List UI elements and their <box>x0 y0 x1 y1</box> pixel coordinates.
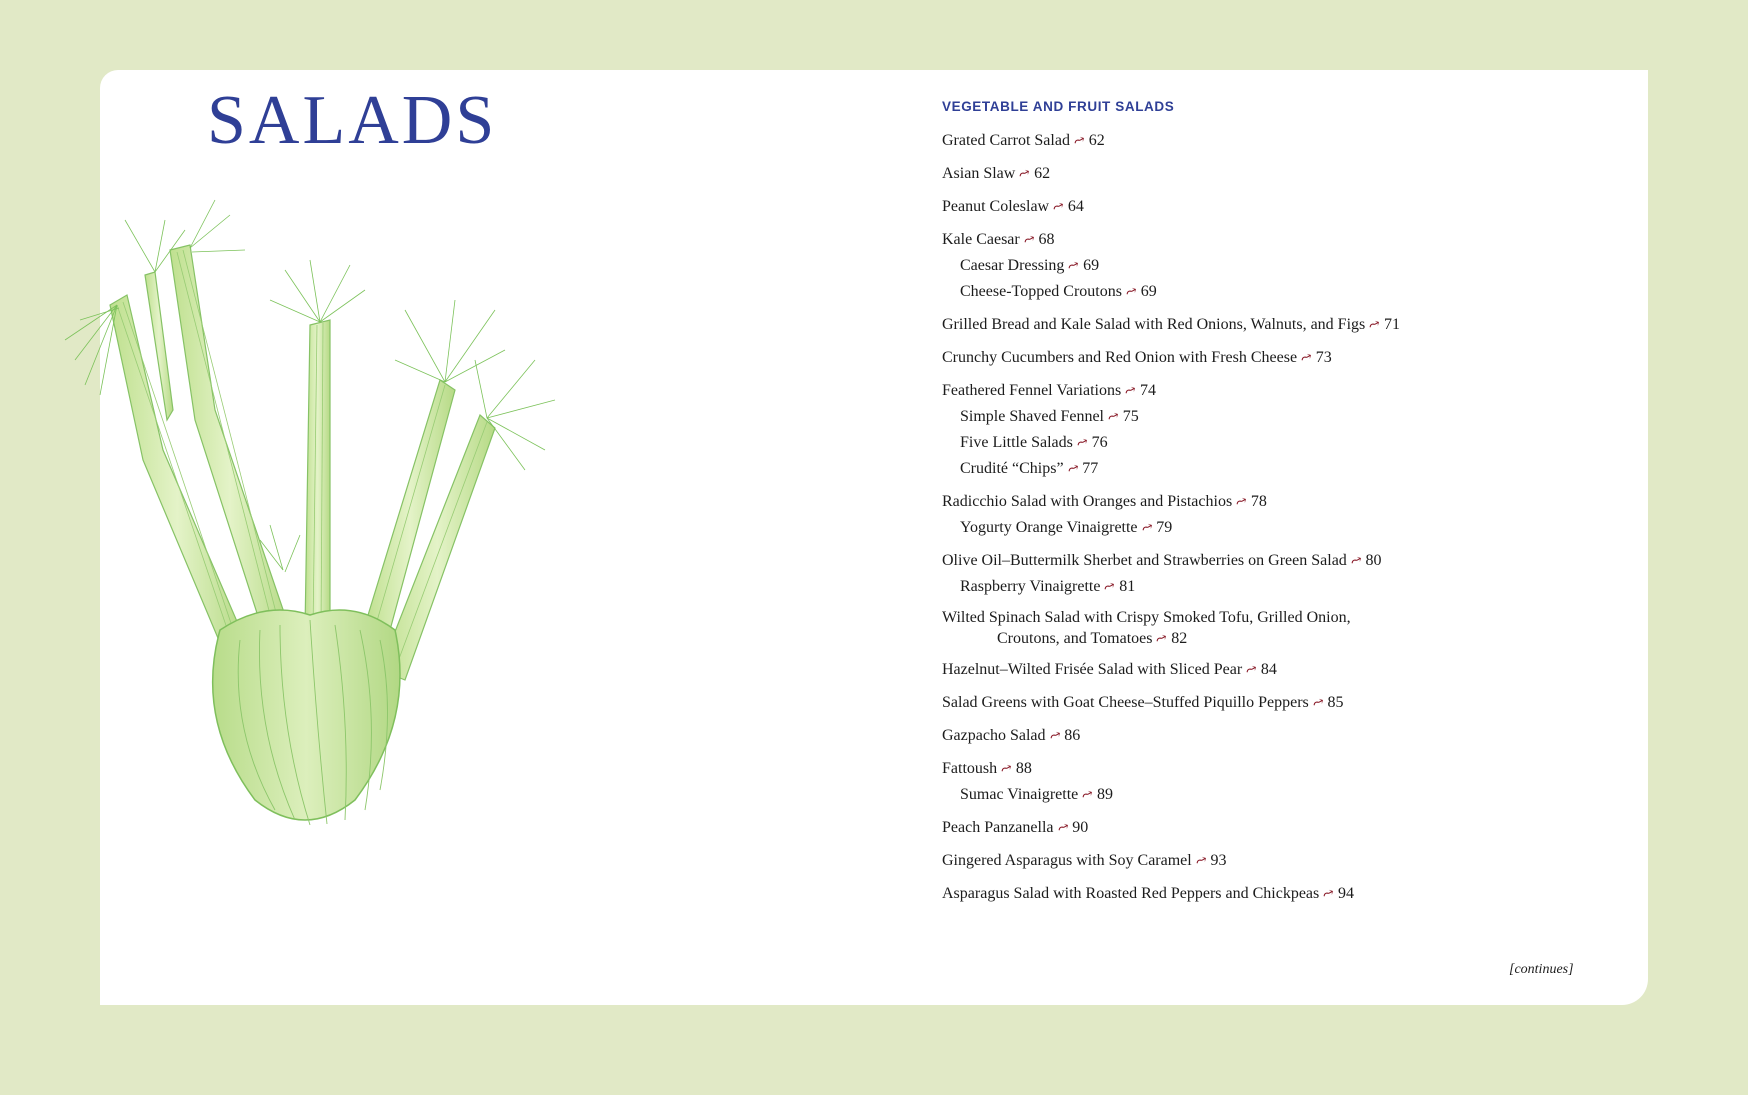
toc-entry-line <box>942 815 1502 841</box>
toc-subentry <box>942 782 1502 808</box>
page-arrow-icon: ⤳ <box>1347 552 1366 571</box>
toc-entry-line <box>942 378 1502 404</box>
page-arrow-icon: ⤳ <box>1123 283 1141 302</box>
toc-entry <box>942 345 1502 371</box>
page-arrow-icon: ⤳ <box>1243 661 1261 680</box>
toc-subentry <box>942 404 1502 430</box>
toc-entry <box>942 881 1502 907</box>
entry-title: Radicchio Salad with Oranges and Pistachios <box>942 493 1233 510</box>
toc-entry-line <box>942 848 1502 874</box>
toc-subentry <box>942 515 1502 541</box>
chapter-title: SALADS <box>207 82 498 159</box>
page-number: 69 <box>1140 283 1157 300</box>
page-arrow-icon: ⤳ <box>1101 578 1120 597</box>
toc-entry <box>942 312 1502 338</box>
toc-entry <box>942 815 1502 841</box>
entry-title: Olive Oil–Buttermilk Sherbet and Strawberries on Green Salad <box>942 552 1347 569</box>
page-arrow-icon: ⤳ <box>1064 460 1083 479</box>
toc-entry-line <box>942 881 1502 907</box>
page-arrow-icon: ⤳ <box>1138 519 1157 538</box>
page-number: 90 <box>1072 819 1089 836</box>
toc-entry-line <box>942 489 1502 515</box>
page-number: 89 <box>1097 786 1113 803</box>
entry-title: Peach Panzanella <box>942 819 1054 836</box>
toc-entry <box>942 489 1502 541</box>
table-of-contents <box>942 98 1502 914</box>
toc-entry <box>942 128 1502 154</box>
entry-title: Yogurty Orange Vinaigrette <box>960 519 1138 536</box>
entry-title: Grated Carrot Salad <box>942 132 1070 149</box>
page-arrow-icon: ⤳ <box>1122 382 1140 401</box>
page-number: 82 <box>1171 630 1188 647</box>
page-arrow-icon: ⤳ <box>1050 198 1068 217</box>
toc-entry <box>942 756 1502 808</box>
entry-title: Raspberry Vinaigrette <box>960 578 1101 595</box>
page-arrow-icon: ⤳ <box>1153 630 1172 649</box>
entry-title: Cheese-Topped Croutons <box>960 283 1122 300</box>
toc-entry <box>942 161 1502 187</box>
toc-entry <box>942 690 1502 716</box>
entry-title: Salad Greens with Goat Cheese–Stuffed Piquillo Peppers <box>942 694 1309 711</box>
toc-entry <box>942 607 1502 650</box>
entry-title: Asian Slaw <box>942 165 1016 182</box>
page-arrow-icon: ⤳ <box>1016 165 1035 184</box>
toc-entry <box>942 227 1502 305</box>
entry-title: Caesar Dressing <box>960 257 1065 274</box>
toc-entry <box>942 657 1502 683</box>
toc-entry <box>942 548 1502 600</box>
toc-entry <box>942 378 1502 482</box>
entry-title: Grilled Bread and Kale Salad with Red Onions, Walnuts, and Figs <box>942 316 1366 333</box>
toc-entry-line <box>942 756 1502 782</box>
toc-entry-line <box>942 128 1502 154</box>
page-number: 80 <box>1365 552 1382 569</box>
toc-subentry <box>942 456 1502 482</box>
toc-subentry <box>942 574 1502 600</box>
toc-entry-line <box>942 312 1502 338</box>
entry-title: Crudité “Chips” <box>960 460 1064 477</box>
toc-entry-line <box>942 607 1502 628</box>
page-number: 69 <box>1083 257 1100 274</box>
toc-entry-line <box>942 690 1502 716</box>
entry-title: Croutons, and Tomatoes <box>997 630 1153 647</box>
toc-entry-continuation <box>942 628 1502 650</box>
page-arrow-icon: ⤳ <box>1320 885 1338 904</box>
entry-title: Wilted Spinach Salad with Crispy Smoked Tofu, Grilled Onion, <box>942 609 1351 626</box>
page-arrow-icon: ⤳ <box>1233 493 1251 512</box>
page-arrow-icon: ⤳ <box>1046 727 1065 746</box>
page-number: 86 <box>1064 727 1081 744</box>
entry-title: Simple Shaved Fennel <box>960 408 1104 425</box>
section-heading: VEGETABLE AND FRUIT SALADS <box>942 99 1175 114</box>
page-number: 94 <box>1338 885 1354 902</box>
page-arrow-icon: ⤳ <box>1070 132 1089 151</box>
toc-entry <box>942 848 1502 874</box>
page-number: 62 <box>1034 165 1051 182</box>
toc-entry-line <box>942 194 1502 220</box>
toc-entry-line <box>942 161 1502 187</box>
toc-entry <box>942 723 1502 749</box>
entry-title: Sumac Vinaigrette <box>960 786 1079 803</box>
entry-title: Five Little Salads <box>960 434 1073 451</box>
entry-title: Kale Caesar <box>942 231 1020 248</box>
page-number: 88 <box>1015 760 1032 777</box>
page-arrow-icon: ⤳ <box>1298 349 1316 368</box>
page-number: 64 <box>1067 198 1084 215</box>
page-arrow-icon: ⤳ <box>1366 316 1384 335</box>
toc-entry-line <box>942 548 1502 574</box>
page-number: 84 <box>1260 661 1277 678</box>
toc-entry-line <box>942 723 1502 749</box>
page-number: 76 <box>1091 434 1108 451</box>
toc-entry-line <box>942 345 1502 371</box>
page-number: 62 <box>1088 132 1105 149</box>
page-arrow-icon: ⤳ <box>1054 819 1073 838</box>
entry-title: Fattoush <box>942 760 998 777</box>
page-arrow-icon: ⤳ <box>1309 694 1328 713</box>
page-number: 79 <box>1156 519 1173 536</box>
continues-note: [continues] <box>1509 962 1574 977</box>
page-number: 74 <box>1139 382 1156 399</box>
page-arrow-icon: ⤳ <box>1192 852 1211 871</box>
page-number: 78 <box>1250 493 1267 510</box>
toc-entry-line <box>942 657 1502 683</box>
page-number: 75 <box>1122 408 1139 425</box>
toc-entry <box>942 194 1502 220</box>
page-number: 81 <box>1119 578 1136 595</box>
entry-title: Asparagus Salad with Roasted Red Peppers and Chickpeas <box>942 885 1320 902</box>
entry-title: Hazelnut–Wilted Frisée Salad with Sliced Pear <box>942 661 1243 678</box>
toc-subentry <box>942 253 1502 279</box>
entry-title: Gingered Asparagus with Soy Caramel <box>942 852 1192 869</box>
page-arrow-icon: ⤳ <box>1065 257 1084 276</box>
fennel-bulb-illustration <box>55 160 625 880</box>
entry-title: Feathered Fennel Variations <box>942 382 1122 399</box>
toc-list <box>942 128 1502 907</box>
page-number: 77 <box>1082 460 1099 477</box>
entry-title: Peanut Coleslaw <box>942 198 1050 215</box>
page-arrow-icon: ⤳ <box>1079 786 1097 805</box>
page-arrow-icon: ⤳ <box>1073 434 1092 453</box>
toc-entry-line <box>942 227 1502 253</box>
page-number: 85 <box>1327 694 1344 711</box>
page-number: 68 <box>1038 231 1055 248</box>
page-number: 93 <box>1210 852 1227 869</box>
page-arrow-icon: ⤳ <box>1105 408 1123 427</box>
toc-subentry <box>942 430 1502 456</box>
toc-subentry <box>942 279 1502 305</box>
page-arrow-icon: ⤳ <box>998 760 1016 779</box>
entry-title: Crunchy Cucumbers and Red Onion with Fresh Cheese <box>942 349 1298 366</box>
page-number: 71 <box>1383 316 1400 333</box>
page-number: 73 <box>1315 349 1332 366</box>
entry-title: Gazpacho Salad <box>942 727 1046 744</box>
page-arrow-icon: ⤳ <box>1020 231 1039 250</box>
